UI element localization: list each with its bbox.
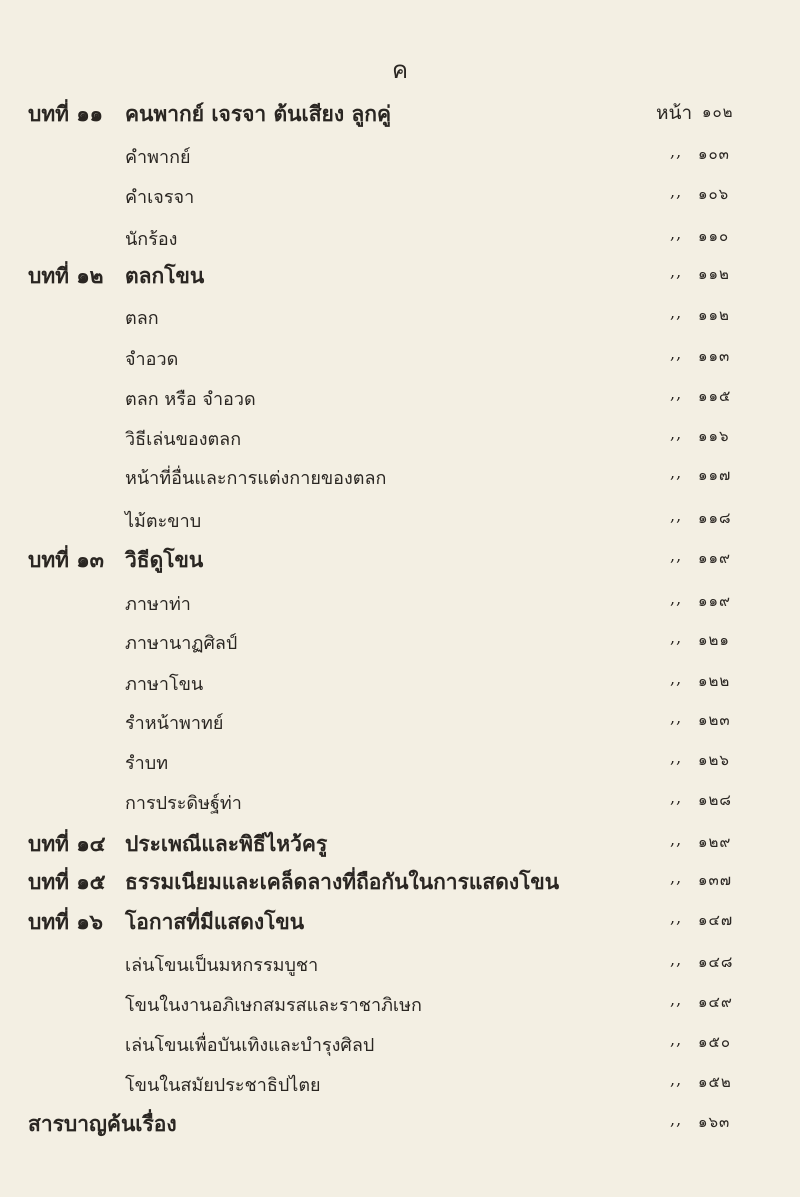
- section-title: ภาษาโขน: [125, 674, 204, 695]
- chapter-number: บทที่ ๑๑: [28, 101, 103, 126]
- page-number: ๑๑๐: [698, 227, 730, 245]
- section-title: หน้าที่อื่นและการแต่งกายของตลก: [125, 468, 387, 489]
- toc-entry: [0, 702, 800, 736]
- section-title: การประดิษฐ์ท่า: [125, 793, 242, 814]
- ditto-mark: ,,: [670, 628, 683, 647]
- page-number: ๑๑๙: [698, 592, 732, 610]
- toc-chapter-12: [0, 256, 800, 290]
- ditto-mark: ,,: [670, 589, 683, 608]
- chapter-number: บทที่ ๑๓: [28, 547, 105, 572]
- page-number: ๑๑๒: [698, 306, 730, 324]
- ditto-mark: ,,: [670, 868, 683, 887]
- toc-chapter-14: [0, 824, 800, 858]
- page-number: ๑๒๒: [698, 672, 731, 690]
- ditto-mark: ,,: [670, 463, 683, 482]
- page-number: ๑๔๗: [698, 911, 734, 929]
- index-title: สารบาญค้นเรื่อง: [28, 1111, 177, 1136]
- page-number: ๑๒๑: [698, 631, 730, 649]
- section-title: นักร้อง: [125, 229, 178, 250]
- toc-entry: [0, 378, 800, 412]
- toc-index: [0, 1104, 800, 1138]
- toc-entry: [0, 663, 800, 697]
- section-title: ภาษานาฏศิลป์: [125, 633, 238, 654]
- ditto-mark: ,,: [670, 142, 683, 161]
- ditto-mark: ,,: [670, 788, 683, 807]
- page-number: ๑๑๖: [698, 427, 730, 445]
- toc-entry: [0, 457, 800, 491]
- section-title: โขนในสมัยประชาธิปไตย: [125, 1075, 321, 1096]
- ditto-mark: ,,: [670, 506, 683, 525]
- toc-entry: [0, 742, 800, 776]
- ditto-mark: ,,: [670, 303, 683, 322]
- chapter-number: บทที่ ๑๕: [28, 869, 106, 894]
- section-title: รำหน้าพาทย์: [125, 713, 224, 734]
- toc-entry: [0, 218, 800, 252]
- page-label: หน้า: [656, 102, 693, 124]
- ditto-mark: ,,: [670, 908, 683, 927]
- toc-entry: [0, 984, 800, 1018]
- page-number: ๑๑๕: [698, 387, 732, 405]
- section-title: ตลก หรือ จำอวด: [125, 389, 256, 410]
- page-number: ๑๐๒: [702, 103, 734, 121]
- toc-entry: [0, 136, 800, 170]
- page-number: ๑๕๐: [698, 1033, 732, 1051]
- section-title: รำบท: [125, 753, 169, 774]
- toc-entry: [0, 297, 800, 331]
- ditto-mark: ,,: [670, 224, 683, 243]
- section-title: เล่นโขนเพื่อบันเทิงและบำรุงศิลป: [125, 1035, 375, 1056]
- chapter-title: ตลกโขน: [125, 263, 205, 288]
- ditto-mark: ,,: [670, 424, 683, 443]
- ditto-mark: ,,: [670, 669, 683, 688]
- section-title: ไม้ตะขาบ: [125, 511, 202, 532]
- ditto-mark: ,,: [670, 950, 683, 969]
- section-title: คำเจรจา: [125, 187, 195, 208]
- toc-entry: [0, 583, 800, 617]
- page-number: ๑๒๓: [698, 711, 731, 729]
- toc-chapter-11: [0, 94, 800, 128]
- toc-chapter-16: [0, 902, 800, 936]
- toc-entry: [0, 944, 800, 978]
- page-number: ๑๑๓: [698, 347, 731, 365]
- page-number: ๑๕๒: [698, 1073, 732, 1091]
- section-title: ภาษาท่า: [125, 594, 191, 615]
- page-letter: ค: [391, 56, 409, 84]
- toc-entry: [0, 338, 800, 372]
- section-title: คำพากย์: [125, 147, 191, 168]
- page-number: ๑๑๒: [698, 265, 730, 283]
- page-number: ๑๒๘: [698, 791, 732, 809]
- chapter-number: บทที่ ๑๒: [28, 263, 104, 288]
- toc-entry: [0, 418, 800, 452]
- chapter-title: โอกาสที่มีแสดงโขน: [125, 909, 305, 934]
- page-number: ๑๑๘: [698, 509, 732, 527]
- page-number: ๑๐๖: [698, 185, 730, 203]
- ditto-mark: ,,: [670, 262, 683, 281]
- page-number: ๑๖๓: [698, 1113, 731, 1131]
- toc-entry: [0, 782, 800, 816]
- section-title: โขนในงานอภิเษกสมรสและราชาภิเษก: [125, 995, 422, 1016]
- chapter-title: ประเพณีและพิธีไหว้ครู: [125, 831, 328, 856]
- chapter-title: วิธีดูโขน: [125, 547, 204, 572]
- ditto-mark: ,,: [670, 830, 683, 849]
- chapter-number: บทที่ ๑๔: [28, 831, 106, 856]
- toc-chapter-13: [0, 540, 800, 574]
- ditto-mark: ,,: [670, 708, 683, 727]
- page-number: ๑๔๙: [698, 993, 733, 1011]
- section-title: จำอวด: [125, 349, 179, 370]
- ditto-mark: ,,: [670, 344, 683, 363]
- ditto-mark: ,,: [670, 990, 683, 1009]
- toc-entry: [0, 622, 800, 656]
- chapter-number: บทที่ ๑๖: [28, 909, 103, 934]
- ditto-mark: ,,: [670, 546, 683, 565]
- ditto-mark: ,,: [670, 182, 683, 201]
- page-number: ๑๑๗: [698, 466, 732, 484]
- page-number: ๑๓๗: [698, 871, 733, 889]
- ditto-mark: ,,: [670, 748, 683, 767]
- toc-entry: [0, 176, 800, 210]
- ditto-mark: ,,: [670, 384, 683, 403]
- ditto-mark: ,,: [670, 1030, 683, 1049]
- page-number: ๑๐๓: [698, 145, 730, 163]
- toc-entry: [0, 1024, 800, 1058]
- chapter-title: ธรรมเนียมและเคล็ดลางที่ถือกันในการแสดงโขน: [125, 869, 560, 894]
- page-number: ๑๒๖: [698, 751, 730, 769]
- section-title: เล่นโขนเป็นมหกรรมบูชา: [125, 955, 319, 976]
- ditto-mark: ,,: [670, 1110, 683, 1129]
- ditto-mark: ,,: [670, 1070, 683, 1089]
- section-title: วิธีเล่นของตลก: [125, 429, 242, 450]
- chapter-title: คนพากย์ เจรจา ต้นเสียง ลูกคู่: [125, 101, 392, 126]
- page-number: ๑๔๘: [698, 953, 734, 971]
- page-number: ๑๑๙: [698, 549, 732, 567]
- section-title: ตลก: [125, 308, 159, 329]
- toc-entry: [0, 500, 800, 534]
- toc-entry: [0, 1064, 800, 1098]
- page-number: ๑๒๙: [698, 833, 732, 851]
- toc-chapter-15: [0, 862, 800, 896]
